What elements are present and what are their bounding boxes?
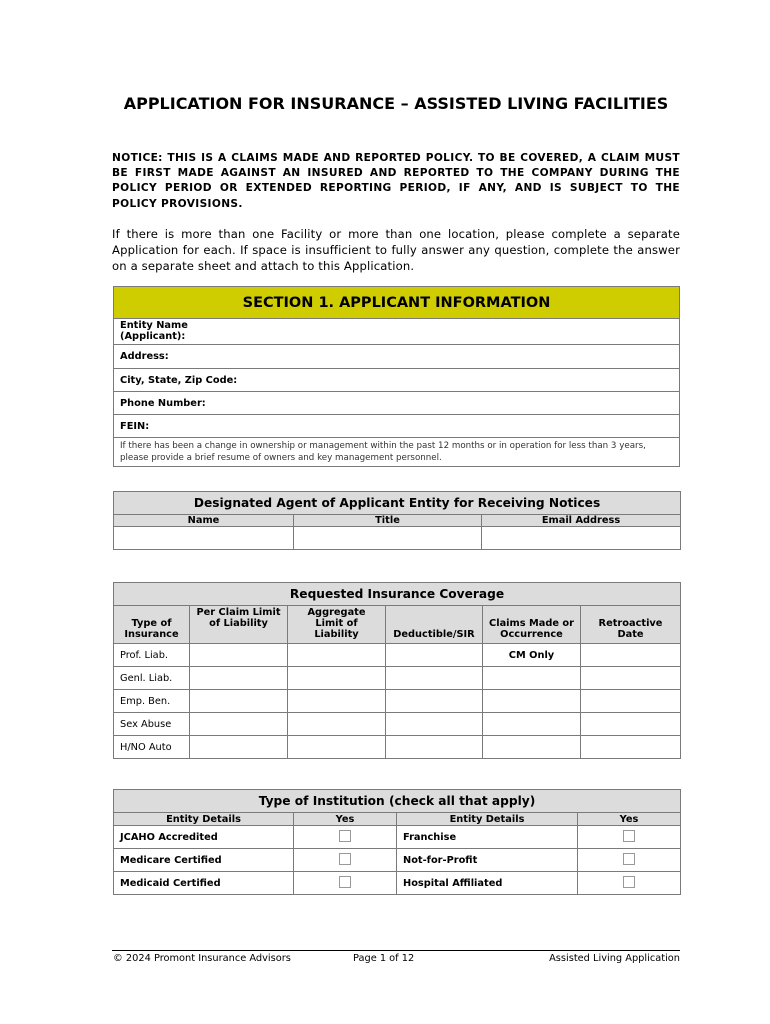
coverage-col-deductible: Deductible/SIR (386, 606, 483, 644)
field-fein[interactable]: FEIN: (114, 415, 680, 438)
coverage-cell[interactable] (288, 736, 386, 759)
coverage-cell[interactable] (190, 690, 288, 713)
coverage-cell[interactable] (581, 644, 681, 667)
institution-label-medicaid: Medicaid Certified (114, 872, 294, 895)
coverage-row-label: Prof. Liab. (114, 644, 190, 667)
institution-label-jcaho: JCAHO Accredited (114, 826, 294, 849)
coverage-col-type: Type of Insurance (114, 606, 190, 644)
institution-label-franchise: Franchise (397, 826, 578, 849)
section1-table (113, 286, 680, 467)
coverage-cell[interactable] (190, 736, 288, 759)
nonprofit-checkbox[interactable] (623, 853, 635, 865)
coverage-cell[interactable] (386, 667, 483, 690)
coverage-cell[interactable] (386, 644, 483, 667)
cm-only-label: CM Only (483, 644, 581, 667)
coverage-cell[interactable] (581, 736, 681, 759)
field-city-state-zip[interactable]: City, State, Zip Code: (114, 369, 680, 392)
institution-table (113, 789, 681, 895)
coverage-cell[interactable] (581, 667, 681, 690)
coverage-row-label: Genl. Liab. (114, 667, 190, 690)
coverage-cell[interactable] (483, 690, 581, 713)
coverage-cell[interactable] (483, 667, 581, 690)
institution-col-yes: Yes (578, 813, 681, 826)
institution-label-medicare: Medicare Certified (114, 849, 294, 872)
coverage-cell[interactable] (288, 644, 386, 667)
coverage-cell[interactable] (190, 713, 288, 736)
institution-label-hospital: Hospital Affiliated (397, 872, 578, 895)
jcaho-checkbox[interactable] (339, 830, 351, 842)
intro-text: If there is more than one Facility or more than one location, please complete a separate Application for each. If space is insufficient to fully answer any question, complete the answer on a separate sheet and attach to this Application. (112, 227, 680, 273)
coverage-row-label: Sex Abuse (114, 713, 190, 736)
agent-name-input[interactable] (114, 527, 294, 550)
coverage-cell[interactable] (190, 667, 288, 690)
footer-copyright: © 2024 Promont Insurance Advisors (113, 953, 291, 964)
coverage-cell[interactable] (483, 713, 581, 736)
footer-page-number: Page 1 of 12 (353, 953, 415, 964)
agent-col-name: Name (114, 515, 294, 527)
section1-heading: SECTION 1. APPLICANT INFORMATION (114, 287, 680, 319)
field-address[interactable]: Address: (114, 345, 680, 369)
coverage-cell[interactable] (288, 713, 386, 736)
coverage-col-claims-made: Claims Made or Occurrence (483, 606, 581, 644)
coverage-cell[interactable] (483, 736, 581, 759)
coverage-cell[interactable] (581, 713, 681, 736)
institution-label-nonprofit: Not-for-Profit (397, 849, 578, 872)
field-phone-number[interactable]: Phone Number: (114, 392, 680, 415)
coverage-cell[interactable] (581, 690, 681, 713)
agent-table (113, 491, 681, 550)
institution-col-details: Entity Details (114, 813, 294, 826)
hospital-affiliated-checkbox[interactable] (623, 876, 635, 888)
field-entity-name[interactable]: Entity Name (Applicant): (114, 319, 680, 345)
coverage-heading: Requested Insurance Coverage (114, 583, 681, 606)
coverage-col-retro-date: Retroactive Date (581, 606, 681, 644)
coverage-cell[interactable] (386, 736, 483, 759)
footer-doc-title: Assisted Living Application (549, 953, 680, 964)
page-title: APPLICATION FOR INSURANCE – ASSISTED LIVING FACILITIES (123, 94, 669, 113)
coverage-cell[interactable] (288, 667, 386, 690)
agent-heading: Designated Agent of Applicant Entity for Receiving Notices (114, 492, 681, 515)
institution-col-yes: Yes (294, 813, 397, 826)
franchise-checkbox[interactable] (623, 830, 635, 842)
coverage-row-label: H/NO Auto (114, 736, 190, 759)
coverage-cell[interactable] (288, 690, 386, 713)
agent-col-title: Title (294, 515, 482, 527)
institution-heading: Type of Institution (check all that apply) (114, 790, 681, 813)
coverage-cell[interactable] (386, 690, 483, 713)
coverage-row-label: Emp. Ben. (114, 690, 190, 713)
institution-col-details: Entity Details (397, 813, 578, 826)
coverage-col-aggregate: Aggregate Limit of Liability (288, 606, 386, 644)
footer-divider (112, 950, 680, 951)
coverage-cell[interactable] (386, 713, 483, 736)
agent-email-input[interactable] (482, 527, 681, 550)
agent-title-input[interactable] (294, 527, 482, 550)
notice-text: NOTICE: THIS IS A CLAIMS MADE AND REPORTED POLICY. TO BE COVERED, A CLAIM MUST BE FIRST MADE AGAINST AN INSURED AND REPORTED TO THE COMPANY DURING THE POLICY PERIOD OR EXTENDED REPORTING PERIOD, IF ANY, AND IS SUBJECT TO THE POLICY PROVISIONS. (112, 152, 680, 210)
ownership-note: If there has been a change in ownership or management within the past 12 months or in operation for less than 3 years, please provide a brief resume of owners and key management personnel. (114, 438, 680, 467)
medicare-checkbox[interactable] (339, 853, 351, 865)
coverage-col-per-claim: Per Claim Limit of Liability (190, 606, 288, 644)
coverage-cell[interactable] (190, 644, 288, 667)
medicaid-checkbox[interactable] (339, 876, 351, 888)
agent-col-email: Email Address (482, 515, 681, 527)
coverage-table (113, 582, 681, 759)
